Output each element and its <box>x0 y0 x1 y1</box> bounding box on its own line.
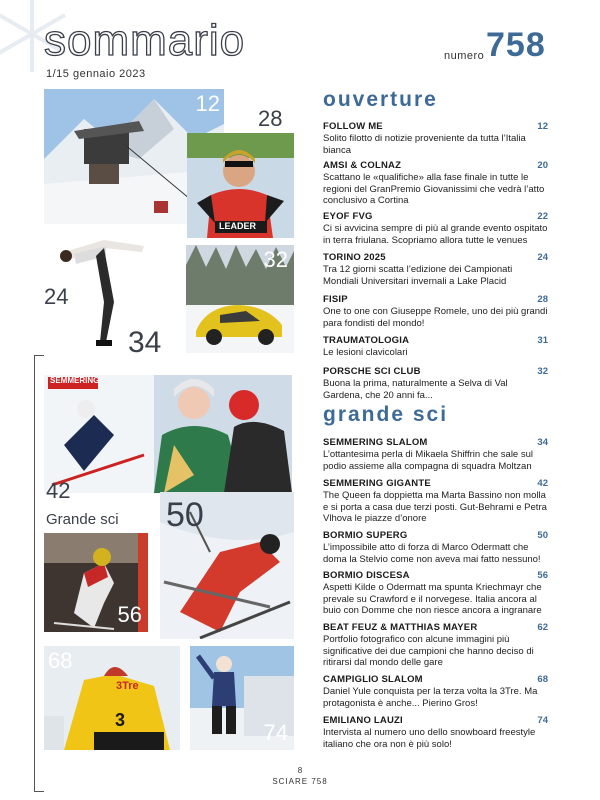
toc-entry-description: Tra 12 giorni scatta l’edizione dei Campionati Mondiali Universitari invernali a Lake Placid <box>323 264 513 287</box>
toc-entry-page: 74 <box>537 715 548 726</box>
toc-entry-description: Aspetti Kilde o Odermatt ma spunta Kriechmayr che prevale su Crawford e il norvegese. Italia ancora al buio con Domme che non riesce ancora a ingranare <box>323 582 542 616</box>
toc-entry[interactable] <box>323 252 548 287</box>
toc-entry-description: Intervista al numero uno dello snowboard freestyle italiano che ora non è più solo! <box>323 727 536 750</box>
issue-number: 758 <box>486 26 546 64</box>
toc-entry-description: Le lesioni clavicolari <box>323 347 408 358</box>
toc-entry-description: Daniel Yule conquista per la terza volta la 3Tre. Ma protagonista è anche... Pierino Gros! <box>323 686 538 709</box>
section-heading-grande-sci: grande sci <box>323 403 449 426</box>
semmering-banner-text: SEMMERING <box>50 376 100 385</box>
toc-entry-page: 32 <box>537 366 548 377</box>
toc-entry-description: L’ottantesima perla di Mikaela Shiffrin che sale sul podio assieme alla compagna di squadra Moltzan <box>323 449 533 472</box>
bib-3tre-text: 3Tre <box>116 680 139 692</box>
toc-entry-description: Solito filotto di notizie proveniente da tutta l’Italia bianca <box>323 133 526 156</box>
toc-entry[interactable] <box>323 437 548 472</box>
toc-entry-title: BEAT FEUZ & MATTHIAS MAYER <box>323 622 478 633</box>
photo-superg-skier <box>160 492 294 639</box>
toc-entry-title: BORMIO SUPERG <box>323 530 408 541</box>
toc-entry-title: AMSI & COLNAZ <box>323 160 402 171</box>
toc-entry-title: FISIP <box>323 294 348 305</box>
photo-page-42: 42 <box>46 478 71 503</box>
grande-sci-photo-label: Grande sci <box>46 511 119 528</box>
section-heading-ouverture: ouverture <box>323 88 438 111</box>
photo-page-24: 24 <box>44 284 69 309</box>
photo-page-68: 68 <box>48 648 73 673</box>
photo-athlete-celebrating <box>187 133 294 238</box>
toc-entry[interactable] <box>323 674 548 709</box>
toc-entry-description: One to one con Giuseppe Romele, uno dei più grandi para fondisti del mondo! <box>323 306 548 329</box>
toc-entry[interactable] <box>323 294 548 329</box>
toc-entry-page: 12 <box>537 121 548 132</box>
photo-campiglio-slalom <box>44 646 180 750</box>
toc-entry-title: BORMIO DISCESA <box>323 570 410 581</box>
photo-snowboarder <box>190 646 294 750</box>
toc-entry-title: SEMMERING SLALOM <box>323 437 428 448</box>
toc-entry-description: Buona la prima, naturalmente a Selva di Val Gardena, che 20 anni fa... <box>323 378 508 401</box>
photo-page-56: 56 <box>117 602 142 627</box>
page-title: sommario <box>44 16 246 65</box>
photo-page-12: 12 <box>195 91 220 116</box>
grande-sci-bracket <box>34 355 44 792</box>
bib-number-text: 3 <box>115 710 126 730</box>
toc-entry-page: 68 <box>537 674 548 685</box>
toc-entry[interactable] <box>323 335 548 359</box>
toc-entry-title: FOLLOW ME <box>323 121 383 132</box>
toc-entry-page: 56 <box>537 570 548 581</box>
toc-entry-title: EMILIANO LAUZI <box>323 715 403 726</box>
photo-page-50: 50 <box>166 496 204 534</box>
photo-page-32: 32 <box>263 247 288 272</box>
toc-entry-description: Ci si avvicina sempre di più al grande evento ospitato in terra friulana. Scopriamo allora tutte le venues <box>323 223 548 246</box>
toc-entry-title: SEMMERING GIGANTE <box>323 478 431 489</box>
photo-downhill-skier <box>44 533 148 632</box>
toc-entry-page: 34 <box>537 437 548 448</box>
toc-entry[interactable] <box>323 366 548 401</box>
toc-entry-page: 50 <box>537 530 548 541</box>
photo-semmering-slalom <box>44 375 292 493</box>
toc-entry[interactable] <box>323 121 548 156</box>
toc-entry-page: 28 <box>537 294 548 305</box>
toc-entry[interactable] <box>323 570 548 617</box>
toc-entry-description: L’impossibile atto di forza di Marco Odermatt che doma la Stelvio come non aveva mai fatto nessuno! <box>323 542 541 565</box>
toc-entry[interactable] <box>323 530 548 565</box>
toc-entry-title: PORSCHE SCI CLUB <box>323 366 421 377</box>
toc-entry[interactable] <box>323 715 548 750</box>
photo-page-28-label: 28 <box>258 106 283 131</box>
leader-bib-text: LEADER <box>219 221 257 231</box>
photo-porsche-snow <box>186 245 294 353</box>
toc-entry-description: Portfolio fotografico con alcune immagini più significative dei due campioni che hanno deciso di ritirarsi dal mondo delle gare <box>323 634 534 668</box>
magazine-footer: SCIARE 758 <box>272 777 328 786</box>
toc-entry-page: 22 <box>537 211 548 222</box>
photo-page-74: 74 <box>263 720 288 745</box>
toc-entry-title: TORINO 2025 <box>323 252 386 263</box>
toc-entry[interactable] <box>323 478 548 525</box>
toc-entry-title: EYOF FVG <box>323 211 373 222</box>
issue-date: 1/15 gennaio 2023 <box>46 68 146 80</box>
toc-entry-title: CAMPIGLIO SLALOM <box>323 674 423 685</box>
toc-entry-page: 24 <box>537 252 548 263</box>
toc-entry-description: Scattano le «qualifiche» alla fase finale in tutte le regioni del GranPremio Giovanissimi che vedrà l’atto conclusivo a Cortina <box>323 172 545 206</box>
toc-entry[interactable] <box>323 622 548 669</box>
toc-entry[interactable] <box>323 160 548 207</box>
toc-entry[interactable] <box>323 211 548 246</box>
toc-entry-page: 62 <box>537 622 548 633</box>
toc-entry-page: 20 <box>537 160 548 171</box>
toc-entry-page: 42 <box>537 478 548 489</box>
toc-entry-title: TRAUMATOLOGIA <box>323 335 410 346</box>
page-number: 8 <box>297 766 303 775</box>
toc-entry-description: The Queen fa doppietta ma Marta Bassino non molla e si porta a casa due terzi posti. Gut-Behrami e Petra Vlhova le piazze d’onore <box>323 490 547 524</box>
issue-number-label: numero <box>444 50 485 62</box>
photo-page-34: 34 <box>128 326 162 359</box>
toc-entry-page: 31 <box>537 335 548 346</box>
